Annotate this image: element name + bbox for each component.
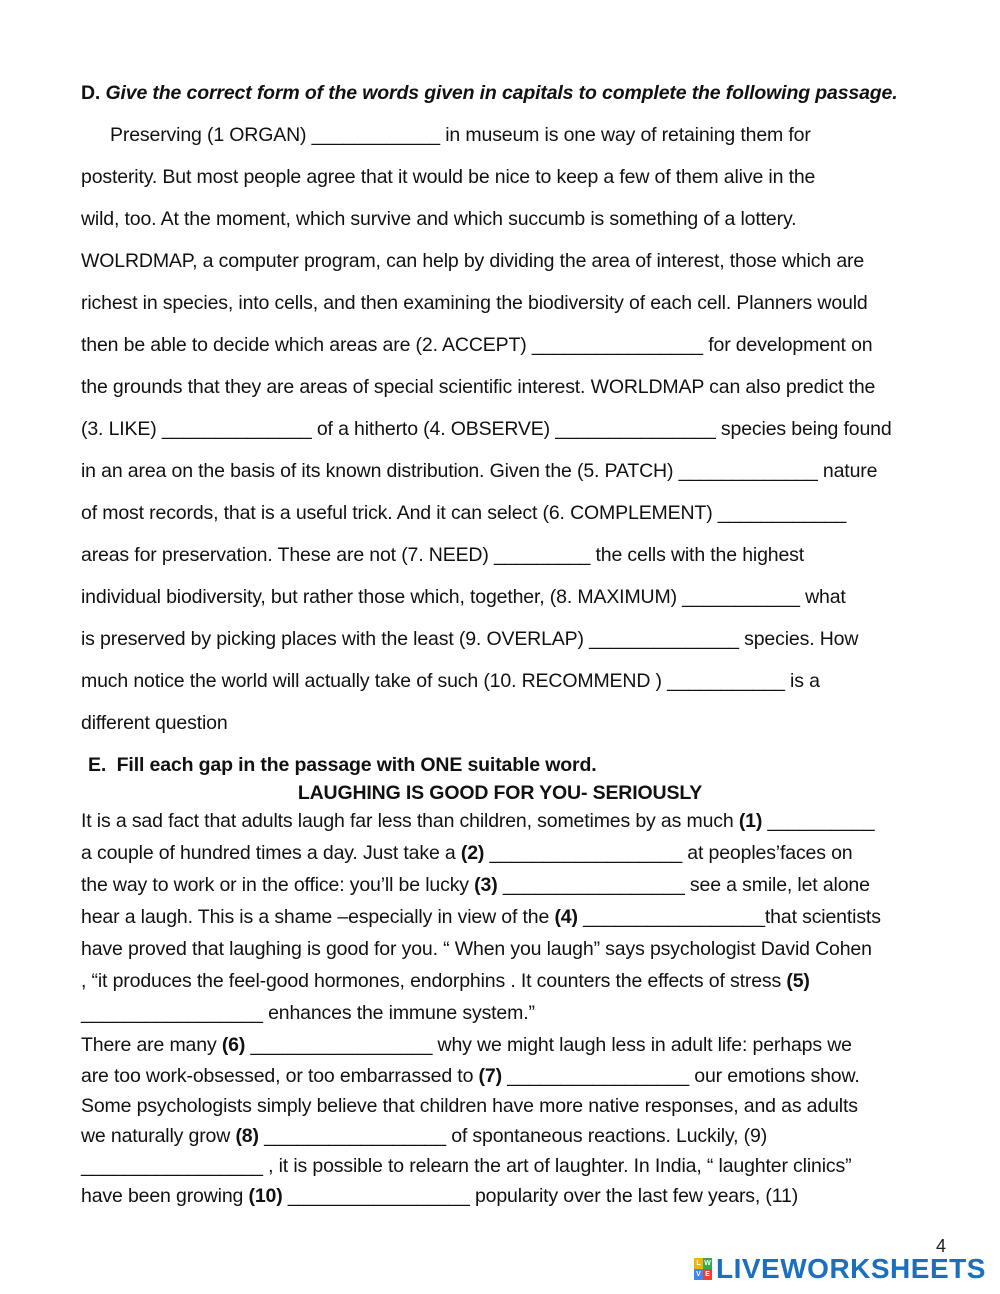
passage-e-line-3 xyxy=(81,872,870,898)
text: _________________ see a smile, let alone xyxy=(497,874,870,896)
section-d-instruction: Give the correct form of the words given in capitals to complete the following passage. xyxy=(105,82,898,104)
passage-d-line-15: different question xyxy=(81,712,228,734)
passage-d-line-1: Preserving (1 ORGAN) ____________ in museum is one way of retaining them for xyxy=(110,124,811,146)
passage-e-line-7 xyxy=(81,1000,535,1026)
passage-d-line-6: then be able to decide which areas are (2. ACCEPT) ________________ for development on xyxy=(81,334,873,356)
section-d-heading xyxy=(81,80,898,106)
passage-e-line-1 xyxy=(81,808,874,834)
text: Some psychologists simply believe that children have more native responses, and as adults xyxy=(81,1095,858,1117)
gap-number: (10) xyxy=(248,1185,283,1207)
passage-e-line-9 xyxy=(81,1063,860,1089)
liveworksheets-logo xyxy=(694,1254,986,1284)
text: have been growing xyxy=(81,1185,249,1207)
passage-e-line-10 xyxy=(81,1093,858,1119)
text: It is a sad fact that adults laugh far less than children, sometimes by as much xyxy=(81,810,739,832)
gap-number: (7) xyxy=(478,1065,502,1087)
gap-number: (5) xyxy=(786,970,810,992)
gap-number: (1) xyxy=(738,810,763,832)
section-e-instruction: Fill each gap in the passage with ONE suitable word. xyxy=(116,754,597,776)
text: , “it produces the feel-good hormones, endorphins . It counters the effects of stress xyxy=(81,970,787,992)
passage-d-line-7: the grounds that they are areas of special scientific interest. WORLDMAP can also predict the xyxy=(81,376,876,398)
liveworksheets-logo-icon: L W V E xyxy=(694,1258,712,1280)
gap-number: (2) xyxy=(460,842,485,864)
passage-d-line-10: of most records, that is a useful trick. And it can select (6. COMPLEMENT) ____________ xyxy=(81,502,847,524)
gap-number: (8) xyxy=(235,1125,259,1147)
passage-e-line-8 xyxy=(81,1032,852,1058)
text: __________________ at peoples’faces on xyxy=(484,842,853,864)
text: _________________ enhances the immune system.” xyxy=(81,1002,535,1024)
text: _________________ , it is possible to relearn the art of laughter. In India, “ laughter clinics” xyxy=(81,1155,852,1177)
passage-e-line-11 xyxy=(81,1123,767,1149)
passage-e-line-5 xyxy=(81,936,872,962)
text: are too work-obsessed, or too embarrassed to xyxy=(81,1065,479,1087)
passage-d-line-5: richest in species, into cells, and then examining the biodiversity of each cell. Planners would xyxy=(81,292,868,314)
passage-d-line-3: wild, too. At the moment, which survive and which succumb is something of a lottery. xyxy=(81,208,797,230)
text: _________________ why we might laugh less in adult life: perhaps we xyxy=(245,1034,852,1056)
passage-e-line-2 xyxy=(81,840,853,866)
gap-number: (3) xyxy=(474,874,498,896)
section-e-heading xyxy=(88,752,596,778)
passage-d-line-13: is preserved by picking places with the least (9. OVERLAP) ______________ species. How xyxy=(81,628,859,650)
passage-e-line-13 xyxy=(81,1183,798,1209)
passage-d-line-11: areas for preservation. These are not (7. NEED) _________ the cells with the highest xyxy=(81,544,805,566)
section-e-label: E. xyxy=(88,754,107,776)
text: the way to work or in the office: you’ll be lucky xyxy=(81,874,475,896)
text: a couple of hundred times a day. Just take a xyxy=(81,842,461,864)
passage-d-line-4: WOLRDMAP, a computer program, can help by dividing the area of interest, those which are xyxy=(81,250,865,272)
text: _________________that scientists xyxy=(577,906,881,928)
text: we naturally grow xyxy=(81,1125,236,1147)
text: _________________ of spontaneous reactions. Luckily, (9) xyxy=(258,1125,768,1147)
passage-e-line-4 xyxy=(81,904,881,930)
passage-d-line-8: (3. LIKE) ______________ of a hitherto (4. OBSERVE) _______________ species being found xyxy=(81,418,892,440)
text: hear a laugh. This is a shame –especially in view of the xyxy=(81,906,555,928)
gap-number: (6) xyxy=(221,1034,246,1056)
text: have proved that laughing is good for you. “ When you laugh” says psychologist David Cohen xyxy=(81,938,872,960)
text: _________________ our emotions show. xyxy=(501,1065,860,1087)
passage-d-line-12: individual biodiversity, but rather those which, together, (8. MAXIMUM) ___________ what xyxy=(81,586,846,608)
text: _________________ popularity over the last few years, (11) xyxy=(282,1185,799,1207)
page-number: 4 xyxy=(936,1236,947,1256)
passage-e-title: LAUGHING IS GOOD FOR YOU- SERIOUSLY xyxy=(297,782,703,804)
passage-e-line-12 xyxy=(81,1153,851,1179)
section-d-label: D. xyxy=(81,82,101,104)
passage-d-line-9: in an area on the basis of its known distribution. Given the (5. PATCH) _____________ nature xyxy=(81,460,878,482)
logo-text: LIVEWORKSHEETS xyxy=(716,1253,986,1284)
text: There are many xyxy=(81,1034,222,1056)
text: __________ xyxy=(762,810,875,832)
passage-d-line-14: much notice the world will actually take of such (10. RECOMMEND ) ___________ is a xyxy=(81,670,820,692)
passage-e-line-6 xyxy=(81,968,810,994)
passage-d-line-2: posterity. But most people agree that it would be nice to keep a few of them alive in the xyxy=(81,166,816,188)
gap-number: (4) xyxy=(554,906,578,928)
